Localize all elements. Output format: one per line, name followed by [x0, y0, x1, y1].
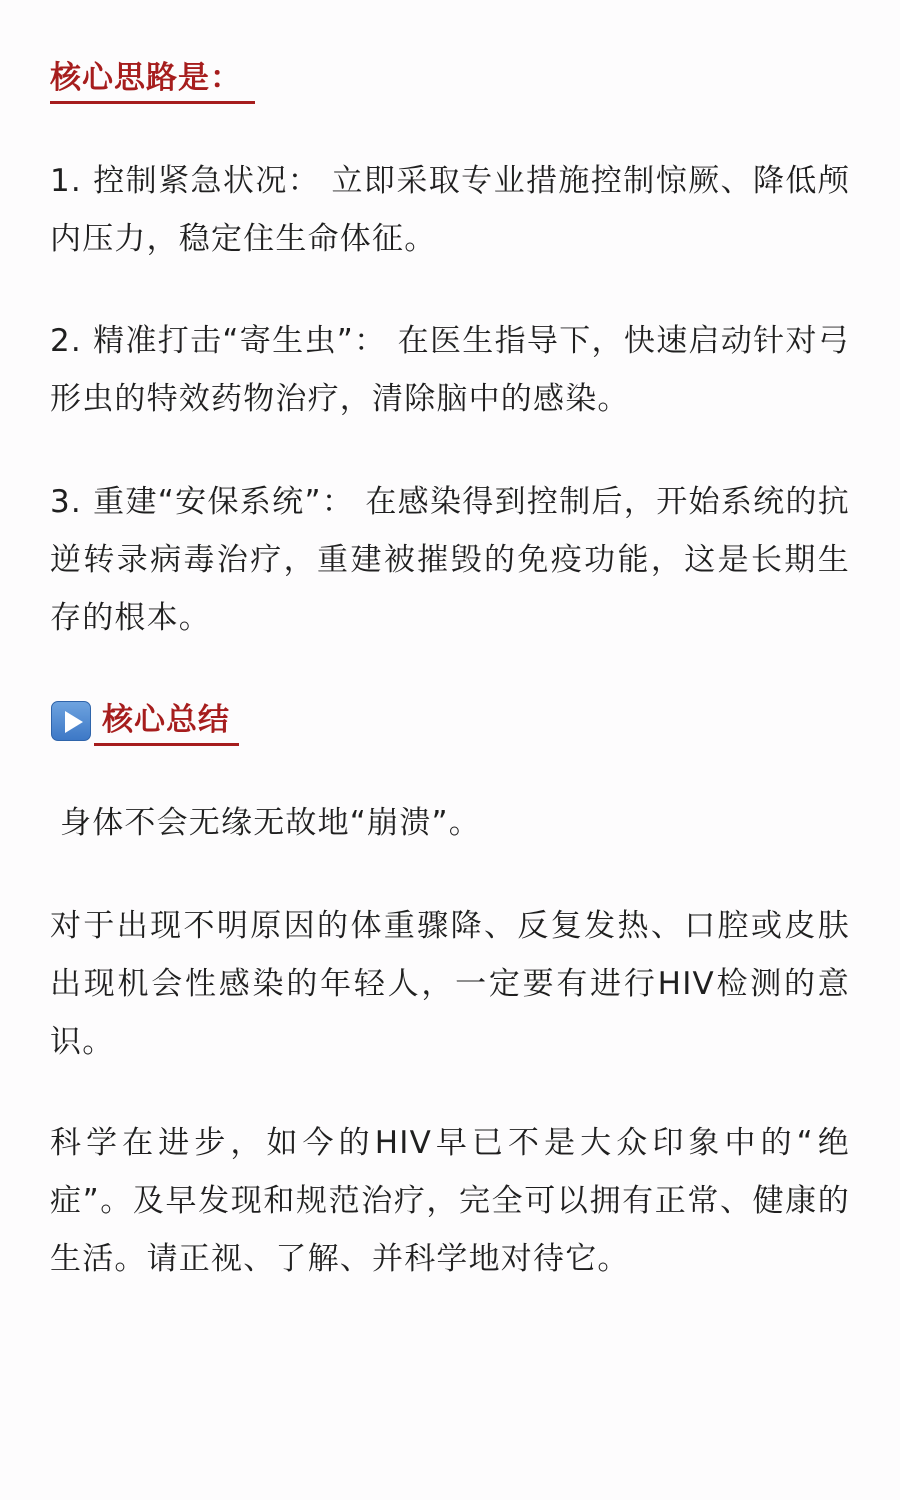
point-immune-rebuild: 3. 重建“安保系统”： 在感染得到控制后，开始系统的抗逆转录病毒治疗，重建被摧毁的免疫功能，这是长期生存的根本。: [50, 484, 850, 636]
summary-heading: 核心总结: [102, 702, 230, 738]
summary-paragraph: 身体不会无缘无故地“崩溃”。: [60, 805, 481, 841]
point-emergency-control: 1. 控制紧急状况： 立即采取专业措施控制惊厥、降低颅内压力，稳定住生命体征。: [50, 163, 850, 257]
approach-heading-underline: [50, 101, 255, 104]
summary-heading-underline: [94, 743, 239, 746]
summary-paragraph: 科学在进步，如今的HIV早已不是大众印象中的“绝症”。及早发现和规范治疗，完全可以拥有正常、健康的生活。请正视、了解、并科学地对待它。: [50, 1125, 850, 1277]
point-targeted-treatment: 2. 精准打击“寄生虫”： 在医生指导下，快速启动针对弓形虫的特效药物治疗，清除脑中的感染。: [50, 323, 850, 417]
play-button-icon: [51, 701, 91, 741]
approach-heading: 核心思路是：: [50, 60, 242, 96]
summary-paragraph: 对于出现不明原因的体重骤降、反复发热、口腔或皮肤出现机会性感染的年轻人，一定要有进行HIV检测的意识。: [50, 908, 850, 1060]
